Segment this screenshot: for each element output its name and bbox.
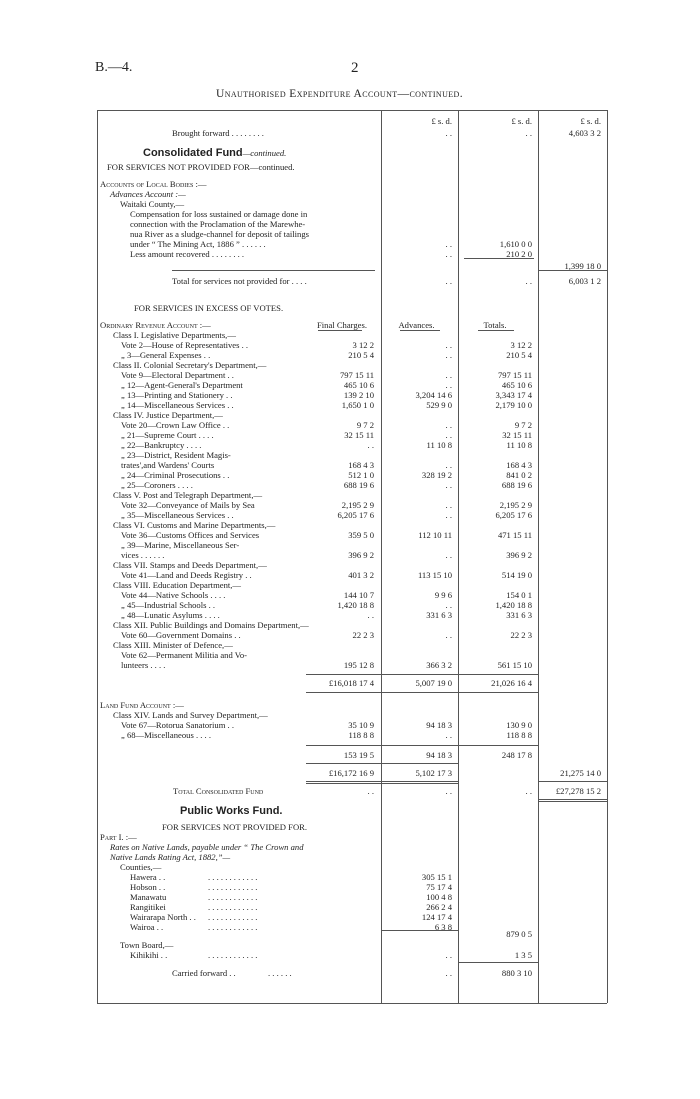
advance: . .	[445, 630, 452, 640]
final-charge: 512 1 0	[348, 470, 374, 480]
vote-line: Class VI. Customs and Marine Departments,—	[113, 520, 276, 530]
advance: 331 6 3	[426, 610, 452, 620]
rates-line: Rates on Native Lands, payable under “ The Crown and	[110, 842, 304, 852]
leader-dots: . . . . . . . . . . . .	[208, 922, 258, 932]
row-cons-fund: Consolidated Fund—continued.	[143, 147, 287, 159]
row-comp2: connection with the Proclamation of the Marewhe-	[130, 219, 306, 229]
total: 9 7 2	[514, 420, 532, 430]
total: 2,179 10 0	[495, 400, 532, 410]
vote-line: „ 14—Miscellaneous Services . .	[121, 400, 234, 410]
sum-rule	[306, 781, 381, 784]
total: 118 8 8	[506, 730, 532, 740]
amount-a: . .	[445, 239, 452, 249]
final-charge: 465 10 6	[343, 380, 374, 390]
grand-final: £16,172 16 9	[328, 768, 374, 778]
vote-line: „ 39—Marine, Miscellaneous Ser-	[121, 540, 240, 550]
total: 3,343 17 4	[495, 390, 532, 400]
vote-line: Vote 44—Native Schools . . . .	[121, 590, 226, 600]
frame-left-rule	[97, 110, 98, 1003]
county-amount: 305 15 1	[421, 872, 452, 882]
money-header-c: £ s. d.	[580, 116, 601, 126]
land-line: Vote 67—Rotorua Sanatorium . .	[121, 720, 234, 730]
vote-line: „ 25—Coroners . . . .	[121, 480, 193, 490]
total-cons-c: £27,278 15 2	[555, 786, 601, 796]
vote-line: Class XII. Public Buildings and Domains Department,—	[113, 620, 309, 630]
page-number: 2	[351, 60, 359, 76]
subtotal-final: £16,018 17 4	[328, 678, 374, 688]
vote-line: Vote 41—Land and Deeds Registry . .	[121, 570, 252, 580]
county-name: Hobson . .	[130, 882, 166, 892]
total: 210 5 4	[506, 350, 532, 360]
final-charge: 359 5 0	[348, 530, 374, 540]
final-charge: 797 15 11	[339, 370, 374, 380]
money-header-a: £ s. d.	[431, 116, 452, 126]
final-charge: 210 5 4	[348, 350, 374, 360]
subtotal-total: 21,026 16 4	[491, 678, 532, 688]
final-charge: 401 3 2	[348, 570, 374, 580]
total-rule	[538, 799, 607, 802]
final-charge: 22 2 3	[352, 630, 374, 640]
frame-top-rule	[97, 110, 607, 111]
final-charge: 144 10 7	[343, 590, 374, 600]
vote-line: trates',and Wardens' Courts	[121, 460, 215, 470]
land-line: „ 68—Miscellaneous . . . .	[121, 730, 211, 740]
vote-line: Vote 20—Crown Law Office . .	[121, 420, 230, 430]
vote-line: Class II. Colonial Secretary's Department,—	[113, 360, 267, 370]
vote-line: „ 21—Supreme Court . . . .	[121, 430, 214, 440]
frame-bottom-rule	[97, 1003, 607, 1004]
vote-line: Class I. Legislative Departments,—	[113, 330, 236, 340]
advance: 3,204 14 6	[415, 390, 452, 400]
county-amount: 6 3 8	[434, 922, 452, 932]
advance: . .	[445, 460, 452, 470]
total: 331 6 3	[506, 610, 532, 620]
carried-forward-amount: 880 3 10	[501, 968, 532, 978]
amount-a: . .	[445, 950, 452, 960]
advance: 113 15 10	[417, 570, 452, 580]
amount-a: . .	[445, 968, 452, 978]
total: 561 15 10	[497, 660, 532, 670]
money-header-b: £ s. d.	[511, 116, 532, 126]
sum-rule	[306, 692, 381, 693]
sum-rule	[381, 781, 458, 784]
advance: . .	[445, 420, 452, 430]
advance: . .	[445, 370, 452, 380]
leader-dots: . . . . . . . . . . . .	[208, 902, 258, 912]
advance: . .	[445, 730, 452, 740]
advance: 9 9 6	[434, 590, 452, 600]
vote-line: Vote 9—Electoral Department . .	[121, 370, 234, 380]
advance: . .	[445, 510, 452, 520]
leader-dots: . . . . . . . . . . . .	[208, 882, 258, 892]
sum-rule	[464, 258, 534, 259]
total: 11 10 8	[506, 440, 532, 450]
total: 514 19 0	[501, 570, 532, 580]
final-charge: 195 12 8	[343, 660, 374, 670]
advance: . .	[445, 430, 452, 440]
vote-line: „ 45—Industrial Schools . .	[121, 600, 216, 610]
advance: . .	[445, 340, 452, 350]
advance: 112 10 11	[418, 530, 452, 540]
county-name: Hawera . .	[130, 872, 166, 882]
subtotal-adv: 5,007 19 0	[415, 678, 452, 688]
grand-adv: 5,102 17 3	[415, 768, 452, 778]
kihikihi-amount: 1 3 5	[514, 950, 532, 960]
sum-rule	[458, 674, 538, 675]
sum-rule	[172, 270, 375, 271]
county-amount: 75 17 4	[426, 882, 452, 892]
vote-line: Class V. Post and Telegraph Department,—	[113, 490, 263, 500]
kihikihi-name: Kihikihi . .	[130, 950, 168, 960]
vote-line: Class XIII. Minister of Defence,—	[113, 640, 233, 650]
vote-line: vices . . . . . .	[121, 550, 165, 560]
sum-rule	[381, 930, 458, 931]
total-cons-b: . .	[525, 786, 532, 796]
vote-line: Vote 32—Conveyance of Mails by Sea	[121, 500, 255, 510]
vote-line: lunteers . . . .	[121, 660, 166, 670]
sum-rule	[381, 763, 458, 764]
county-name: Manawatu	[130, 892, 167, 902]
header-rule	[478, 330, 514, 331]
final-charge: 32 15 11	[344, 430, 374, 440]
amount-c: 1,399 18 0	[564, 261, 601, 271]
public-works-subtitle: FOR SERVICES NOT PROVIDED FOR.	[162, 822, 308, 832]
advance: . .	[445, 500, 452, 510]
county-name: Wairoa . .	[130, 922, 164, 932]
excess-heading: FOR SERVICES IN EXCESS OF VOTES.	[134, 303, 284, 313]
row-less-amount: Less amount recovered . . . . . . . .	[130, 249, 245, 259]
advance: . .	[445, 600, 452, 610]
county-name: Wairarapa North . .	[130, 912, 196, 922]
page-title: Unauthorised Expenditure Account—continued.	[216, 88, 463, 100]
sum-rule	[538, 270, 607, 271]
sum-rule	[381, 692, 458, 693]
final-charge: 2,195 2 9	[341, 500, 374, 510]
public-works-title: Public Works Fund.	[180, 805, 283, 817]
col-final-charges: Final Charges.	[317, 320, 367, 330]
total: 688 19 6	[501, 480, 532, 490]
final-charge: . .	[367, 440, 374, 450]
row-brought-forward: Brought forward . . . . . . . .	[172, 128, 264, 138]
col-advances: Advances.	[398, 320, 435, 330]
vote-line: „ 13—Printing and Stationery . .	[121, 390, 233, 400]
advance: 366 3 2	[426, 660, 452, 670]
total: 168 4 3	[506, 460, 532, 470]
total: 841 0 2	[506, 470, 532, 480]
advance: 328 19 2	[421, 470, 452, 480]
vote-line: Vote 60—Government Domains . .	[121, 630, 241, 640]
county-amount: 124 17 4	[421, 912, 452, 922]
counties-label: Counties,—	[120, 862, 162, 872]
total: 3 12 2	[510, 340, 532, 350]
total: 1,420 18 8	[495, 600, 532, 610]
total: 6,205 17 6	[495, 510, 532, 520]
counties-total: 879 0 5	[506, 929, 532, 939]
leader-dots: . . . . . .	[268, 968, 292, 978]
land-sub-final: 153 19 5	[343, 750, 374, 760]
advance: . .	[445, 480, 452, 490]
land-sub-adv: 94 18 3	[426, 750, 452, 760]
sum-rule	[306, 674, 381, 675]
vote-line: Vote 2—House of Representatives . .	[121, 340, 249, 350]
total: 154 0 1	[506, 590, 532, 600]
row-waitaki: Waitaki County,—	[120, 199, 185, 209]
vote-line: Class VII. Stamps and Deeds Department,—	[113, 560, 267, 570]
vote-line: „ 12—Agent-General's Department	[121, 380, 243, 390]
vote-line: Class VIII. Education Department,—	[113, 580, 241, 590]
col-totals: Totals.	[483, 320, 507, 330]
final-charge: . .	[367, 610, 374, 620]
grand-c: 21,275 14 0	[560, 768, 601, 778]
total: 130 9 0	[506, 720, 532, 730]
amount-c: 6,003 1 2	[568, 276, 601, 286]
final-charge: 139 2 10	[343, 390, 374, 400]
vote-line: „ 24—Criminal Prosecutions . .	[121, 470, 230, 480]
final-charge: 1,420 18 8	[337, 600, 374, 610]
total: 2,195 2 9	[499, 500, 532, 510]
row-comp3: nua River as a sludge-channel for deposit of tailings	[130, 229, 309, 239]
total-consolidated-label: Total Consolidated Fund	[173, 786, 264, 796]
county-amount: 100 4 8	[426, 892, 452, 902]
amount-c: 4,603 3 2	[568, 128, 601, 138]
final-charge: 35 10 9	[348, 720, 374, 730]
town-board-label: Town Board,—	[120, 940, 174, 950]
final-charge: 168 4 3	[348, 460, 374, 470]
final-charge: 3 12 2	[352, 340, 374, 350]
final-charge: 688 19 6	[343, 480, 374, 490]
advance: . .	[445, 550, 452, 560]
sum-rule	[306, 763, 381, 764]
total: 396 9 2	[506, 550, 532, 560]
final-charge: 1,650 1 0	[341, 400, 374, 410]
amount-b: . .	[525, 276, 532, 286]
sum-rule	[381, 745, 458, 746]
row-for-services: FOR SERVICES NOT PROVIDED FOR—continued.	[107, 162, 295, 172]
county-name: Rangitikei	[130, 902, 166, 912]
part-label: Part I. :—	[100, 832, 137, 842]
column-rule	[538, 110, 539, 1003]
row-accounts-local: Accounts of Local Bodies :—	[100, 179, 207, 189]
final-charge: 9 7 2	[356, 420, 374, 430]
vote-line: „ 23—District, Resident Magis-	[121, 450, 231, 460]
total: 22 2 3	[510, 630, 532, 640]
leader-dots: . . . . . . . . . . . .	[208, 950, 258, 960]
sum-rule	[458, 745, 538, 746]
vote-line: Ordinary Revenue Account :—	[100, 320, 211, 330]
vote-line: „ 48—Lunatic Asylums . . . .	[121, 610, 220, 620]
advance: . .	[445, 380, 452, 390]
land-line: Land Fund Account :—	[100, 700, 184, 710]
vote-line: Vote 36—Customs Offices and Services	[121, 530, 260, 540]
total-cons-f: . .	[367, 786, 374, 796]
sum-rule	[538, 781, 607, 782]
carried-forward-label: Carried forward . .	[172, 968, 236, 978]
sum-rule	[458, 692, 538, 693]
advance: 11 10 8	[426, 440, 452, 450]
total: 797 15 11	[497, 370, 532, 380]
amount-a: . .	[445, 276, 452, 286]
final-charge: 6,205 17 6	[337, 510, 374, 520]
vote-line: „ 35—Miscellaneous Services . .	[121, 510, 234, 520]
row-advances-acc: Advances Account :—	[110, 189, 186, 199]
advance: . .	[445, 350, 452, 360]
county-amount: 266 2 4	[426, 902, 452, 912]
total: 32 15 11	[502, 430, 532, 440]
sum-rule	[381, 674, 458, 675]
total-cons-a: . .	[445, 786, 452, 796]
leader-dots: . . . . . . . . . . . .	[208, 872, 258, 882]
amount-b: 1,610 0 0	[499, 239, 532, 249]
vote-line: Class IV. Justice Department,—	[113, 410, 223, 420]
amount-b: 210 2 0	[506, 249, 532, 259]
total: 465 10 6	[501, 380, 532, 390]
land-sub-total: 248 17 8	[501, 750, 532, 760]
amount-a: . .	[445, 128, 452, 138]
advance: 94 18 3	[426, 720, 452, 730]
row-total-np: Total for services not provided for . . . .	[172, 276, 307, 286]
vote-line: Vote 62—Permanent Militia and Vo-	[121, 650, 248, 660]
total: 471 15 11	[497, 530, 532, 540]
sum-rule	[306, 745, 381, 746]
header-rule	[318, 330, 362, 331]
advance: 529 9 0	[426, 400, 452, 410]
row-comp1: Compensation for loss sustained or damage done in	[130, 209, 308, 219]
row-comp4: under “ The Mining Act, 1886 ” . . . . . .	[130, 239, 266, 249]
amount-a: . .	[445, 249, 452, 259]
vote-line: „ 22—Bankruptcy . . . .	[121, 440, 202, 450]
final-charge: 396 9 2	[348, 550, 374, 560]
land-line: Class XIV. Lands and Survey Department,—	[113, 710, 268, 720]
page-reference: B.—4.	[95, 60, 133, 75]
frame-right-rule	[607, 110, 608, 1003]
final-charge: 118 8 8	[348, 730, 374, 740]
leader-dots: . . . . . . . . . . . .	[208, 912, 258, 922]
leader-dots: . . . . . . . . . . . .	[208, 892, 258, 902]
vote-line: „ 3—General Expenses . .	[121, 350, 211, 360]
header-rule	[400, 330, 440, 331]
sum-rule	[458, 962, 538, 963]
rates-line: Native Lands Rating Act, 1882,”—	[110, 852, 231, 862]
amount-b: . .	[525, 128, 532, 138]
